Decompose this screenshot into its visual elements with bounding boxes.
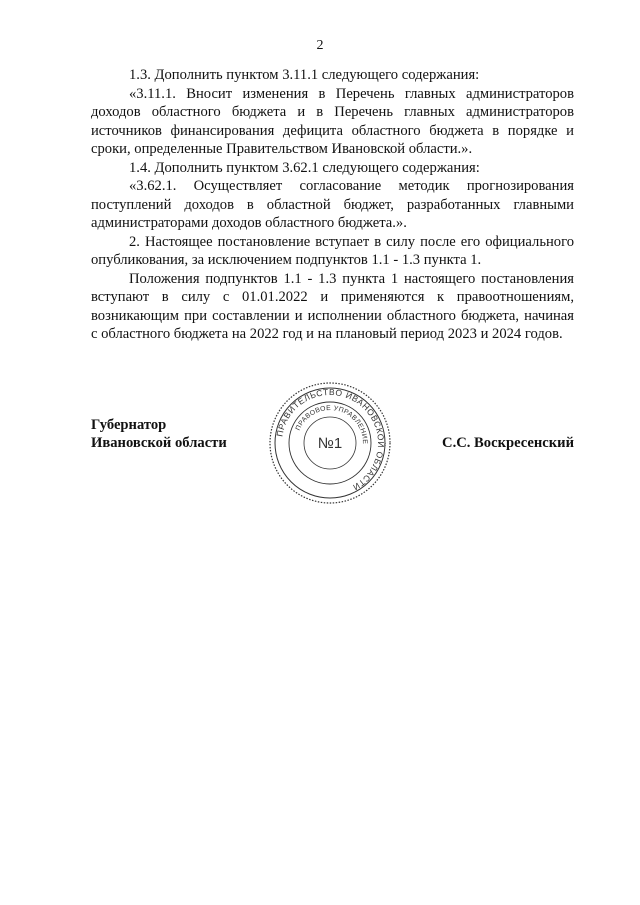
signatory-position <box>91 416 227 452</box>
seal-number: №1 <box>317 435 343 452</box>
paragraph-effective-date: Положения подпунктов 1.1 - 1.3 пункта 1 настоящего постановления вступают в силу с 01.01.2022 и применяются к правоотношениям, возникающим при составлении и исполнении областного бюджета, начиная с областного бюджета на 2022 год и на плановый период 2023 и 2024 годов. <box>91 270 574 342</box>
signatory-name: С.С. Воскресенский <box>442 435 574 451</box>
document-body <box>91 66 574 344</box>
seal-inner-text: ПРАВОВОЕ УПРАВЛЕНИЕ <box>294 404 369 445</box>
paragraph-1-3: 1.3. Дополнить пунктом 3.11.1 следующего содержания: <box>129 67 480 83</box>
seal-outer-text: ПРАВИТЕЛЬСТВО ИВАНОВСКОЙ ОБЛАСТИ <box>274 386 387 493</box>
signatory-region: Ивановской области <box>91 435 227 451</box>
official-seal <box>268 381 392 505</box>
paragraph-3-62-1: «3.62.1. Осуществляет согласование методик прогнозирования поступлений доходов в областной бюджет, разработанных главными администраторами доходов областного бюджета.». <box>91 178 574 231</box>
page-number: 2 <box>316 38 324 53</box>
signatory-title: Губернатор <box>91 417 167 433</box>
paragraph-3-11-1: «3.11.1. Вносит изменения в Перечень главных администраторов доходов областного бюджета и в Перечень главных администраторов источников финансирования дефицита областного бюджета в порядке и сроки, определенные Правительством Ивановской области.». <box>91 85 574 157</box>
paragraph-1-4: 1.4. Дополнить пунктом 3.62.1 следующего содержания: <box>129 159 480 176</box>
paragraph-2: 2. Настоящее постановление вступает в силу после его официального опубликования, за исключением подпунктов 1.1 - 1.3 пункта 1. <box>91 233 574 268</box>
